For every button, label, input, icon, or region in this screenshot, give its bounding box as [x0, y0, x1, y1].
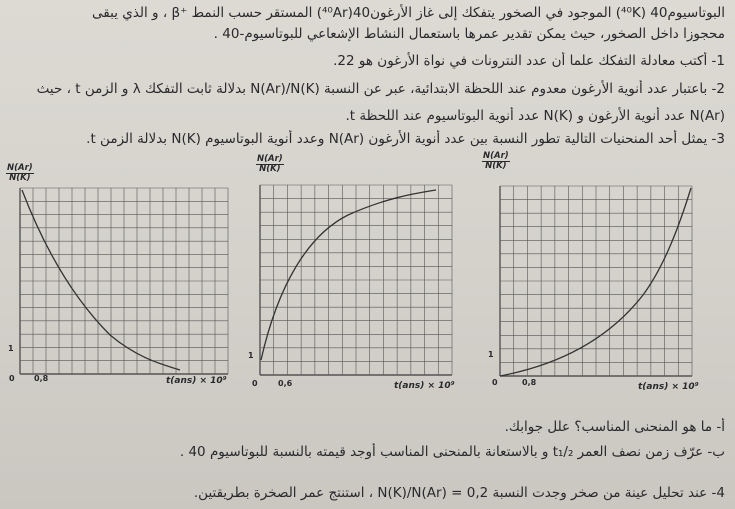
question-4: 4- عند تحليل عينة من صخر وجدت النسبة N(K)/N(Ar) = 0,2 ، استنتج عمر الصخرة بطريقتين.: [193, 485, 725, 501]
graph-left-xlabel: t(ans) × 10⁹: [166, 376, 227, 386]
graph-right-svg: [488, 150, 735, 395]
graph-left-xtick: 0,8: [34, 374, 49, 383]
question-3b: ب- عرّف زمن نصف العمر ‎t₁/₂‎ و بالاستعانة بالمنحنى المناسب أوجد قيمته بالنسبة للبوتاسيوم 40 .: [179, 444, 725, 460]
graph-right: [483, 150, 735, 395]
question-3a: أ- ما هو المنحنى المناسب؟ علل جوابك.: [504, 419, 725, 435]
graph-right-xlabel: t(ans) × 10⁹: [638, 382, 699, 392]
graph-left: [0, 150, 250, 390]
graph-right-origin: 0: [492, 378, 498, 387]
graph-middle-xtick: 0,6: [278, 379, 293, 388]
graph-right-grid: [500, 186, 692, 376]
question-1: 1- أكتب معادلة التفكك علما أن عدد النترونات في نواة الأرغون هو 22.: [333, 53, 725, 69]
graph-left-ylabel: N(Ar) N(K): [7, 163, 33, 183]
graph-middle: [248, 155, 488, 395]
graph-middle-ytick: 1: [248, 351, 254, 360]
graph-left-svg: [0, 150, 250, 390]
graph-middle-origin: 0: [252, 379, 258, 388]
question-3: 3- يمثل أحد المنحنيات التالية تطور النسبة بين عدد أنوية الأرغون N(Ar) وعدد أنوية البوتاسيوم N(K) بدلالة الزمن t.: [86, 131, 725, 147]
graph-right-ytick: 1: [488, 350, 494, 359]
graph-left-origin: 0: [9, 374, 15, 383]
question-2: 2- باعتبار عدد أنوية الأرغون معدوم عند اللحظة الابتدائية، عبر عن النسبة N(Ar)/N(K) بدلالة ثابت التفكك λ و الزمن t ، حيث: [36, 81, 725, 97]
graph-right-xtick: 0,8: [522, 378, 537, 387]
graph-middle-ylabel: N(Ar) N(K): [257, 154, 283, 174]
graph-left-ytick: 1: [8, 344, 14, 353]
text-line-2: محجوزا داخل الصخور، حيث يمكن تقدير عمرها باستعمال النشاط الإشعاعي للبوتاسيوم-40 .: [213, 26, 725, 42]
graph-middle-xlabel: t(ans) × 10⁹: [394, 381, 455, 391]
graph-right-ylabel: N(Ar) N(K): [483, 151, 509, 171]
graph-middle-svg: [248, 155, 488, 395]
text-line-1: البوتاسيوم40 (⁴⁰K) الموجود في الصخور يتفكك إلى غاز الأرغون40(⁴⁰Ar) المستقر حسب النمط ‎β⁺‎ ، و الذي يبقى: [92, 5, 725, 21]
graph-right-curve: [500, 188, 691, 376]
question-2-cont: N(Ar) عدد أنوية الأرغون و N(K) عدد أنوية البوتاسيوم عند اللحظة t.: [345, 108, 725, 124]
